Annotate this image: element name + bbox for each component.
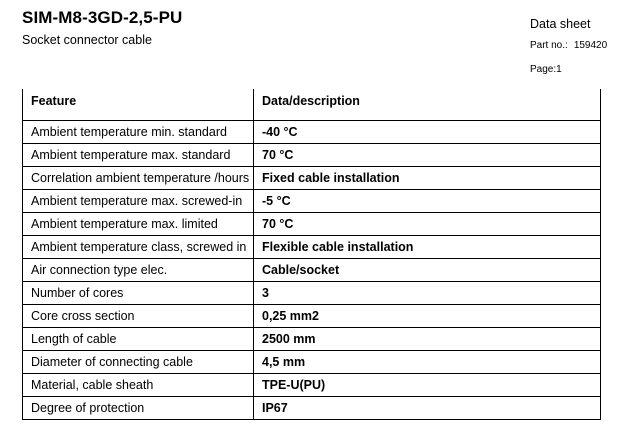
product-title: SIM-M8-3GD-2,5-PU (22, 8, 183, 27)
table-row (23, 328, 601, 351)
feature-cell: Air connection type elec. (23, 259, 254, 282)
value-cell: -5 °C (254, 190, 601, 213)
product-subtitle: Socket connector cable (22, 33, 152, 47)
feature-cell: Ambient temperature max. screwed-in (23, 190, 254, 213)
feature-cell: Length of cable (23, 328, 254, 351)
feature-cell: Correlation ambient temperature /hours (23, 167, 254, 190)
table-row (23, 259, 601, 282)
feature-cell: Ambient temperature max. standard (23, 144, 254, 167)
table-header-row (23, 89, 601, 121)
value-cell: 0,25 mm2 (254, 305, 601, 328)
feature-cell: Degree of protection (23, 397, 254, 420)
value-cell: 70 °C (254, 213, 601, 236)
feature-cell: Number of cores (23, 282, 254, 305)
feature-cell: Ambient temperature class, screwed in (23, 236, 254, 259)
table-row (23, 190, 601, 213)
table-row (23, 374, 601, 397)
page-number: Page:1 (530, 64, 562, 75)
column-header-feature: Feature (23, 89, 254, 121)
part-number-label: Part no.: (530, 40, 568, 51)
table-row (23, 282, 601, 305)
part-number (530, 40, 607, 51)
table-row (23, 351, 601, 374)
datasheet-heading: Data sheet (530, 17, 591, 31)
value-cell: 70 °C (254, 144, 601, 167)
value-cell: 4,5 mm (254, 351, 601, 374)
value-cell: Fixed cable installation (254, 167, 601, 190)
feature-cell: Core cross section (23, 305, 254, 328)
value-cell: -40 °C (254, 121, 601, 144)
table-row (23, 236, 601, 259)
feature-cell: Material, cable sheath (23, 374, 254, 397)
value-cell: Cable/socket (254, 259, 601, 282)
value-cell: 2500 mm (254, 328, 601, 351)
value-cell: 3 (254, 282, 601, 305)
value-cell: IP67 (254, 397, 601, 420)
value-cell: TPE-U(PU) (254, 374, 601, 397)
table-row (23, 144, 601, 167)
part-number-value: 159420 (573, 40, 608, 51)
column-header-description: Data/description (254, 89, 601, 121)
table-row (23, 305, 601, 328)
table-row (23, 397, 601, 420)
feature-cell: Ambient temperature max. limited (23, 213, 254, 236)
spec-table-body (23, 121, 601, 420)
table-row (23, 167, 601, 190)
table-row (23, 121, 601, 144)
value-cell: Flexible cable installation (254, 236, 601, 259)
feature-cell: Ambient temperature min. standard (23, 121, 254, 144)
feature-cell: Diameter of connecting cable (23, 351, 254, 374)
table-row (23, 213, 601, 236)
spec-table (22, 89, 601, 420)
